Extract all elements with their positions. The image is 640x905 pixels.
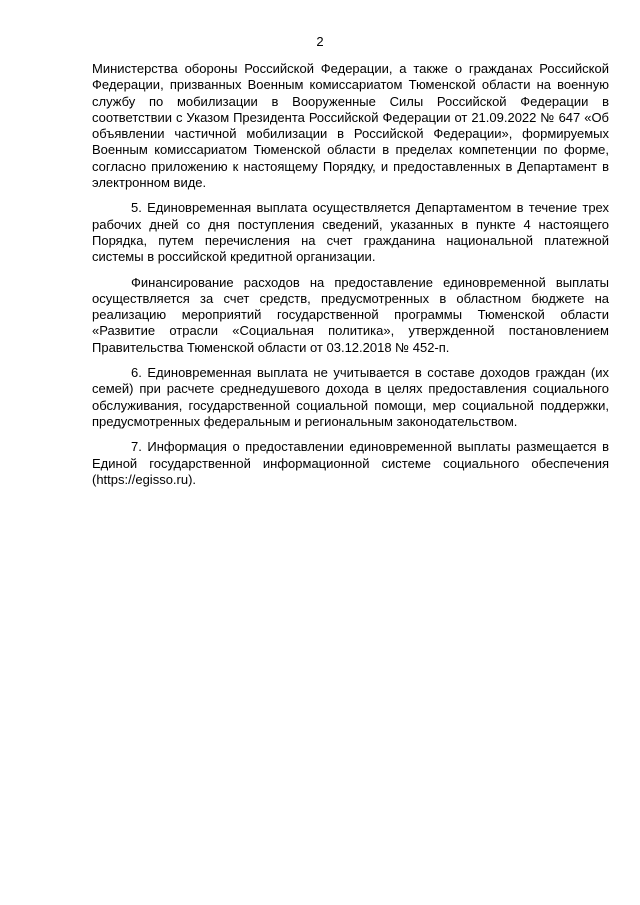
paragraph-continuation: Министерства обороны Российской Федерации, а также о гражданах Российской Федерации, призванных Военным комиссариатом Тюменской области на военную службу по мобилизации в Вооруженные Силы Российской Федерации в соответствии с Указом Президента Российской Федерации от 21.09.2022 № 647 «Об объявлении частичной мобилизации в Российской Федерации», формируемых Военным комиссариатом Тюменской области в пределах компетенции по форме, согласно приложению к настоящему Порядку, и предоставленных в Департамент в электронном виде. xyxy=(92,61,609,191)
page-number: 2 xyxy=(316,34,324,49)
paragraph-item-5: 5. Единовременная выплата осуществляется Департаментом в течение трех рабочих дней со дня поступления сведений, указанных в пункте 4 настоящего Порядка, путем перечисления на счет гражданина национальной платежной системы в российской кредитной организации. xyxy=(92,200,609,265)
document-body xyxy=(92,61,609,497)
paragraph-item-7: 7. Информация о предоставлении единовременной выплаты размещается в Единой государственной информационной системе социального обеспечения (https://egisso.ru). xyxy=(92,439,609,487)
paragraph-financing: Финансирование расходов на предоставление единовременной выплаты осуществляется за счет средств, предусмотренных в областном бюджете на реализацию мероприятий государственной программы Тюменской области «Развитие отрасли «Социальная политика», утвержденной постановлением Правительства Тюменской области от 03.12.2018 № 452-п. xyxy=(92,274,609,355)
paragraph-item-6: 6. Единовременная выплата не учитывается в составе доходов граждан (их семей) при расчете среднедушевого дохода в целях предоставления социального обслуживания, государственной социальной помощи, мер социальной поддержки, предусмотренных федеральным и региональным законодательством. xyxy=(92,365,609,429)
